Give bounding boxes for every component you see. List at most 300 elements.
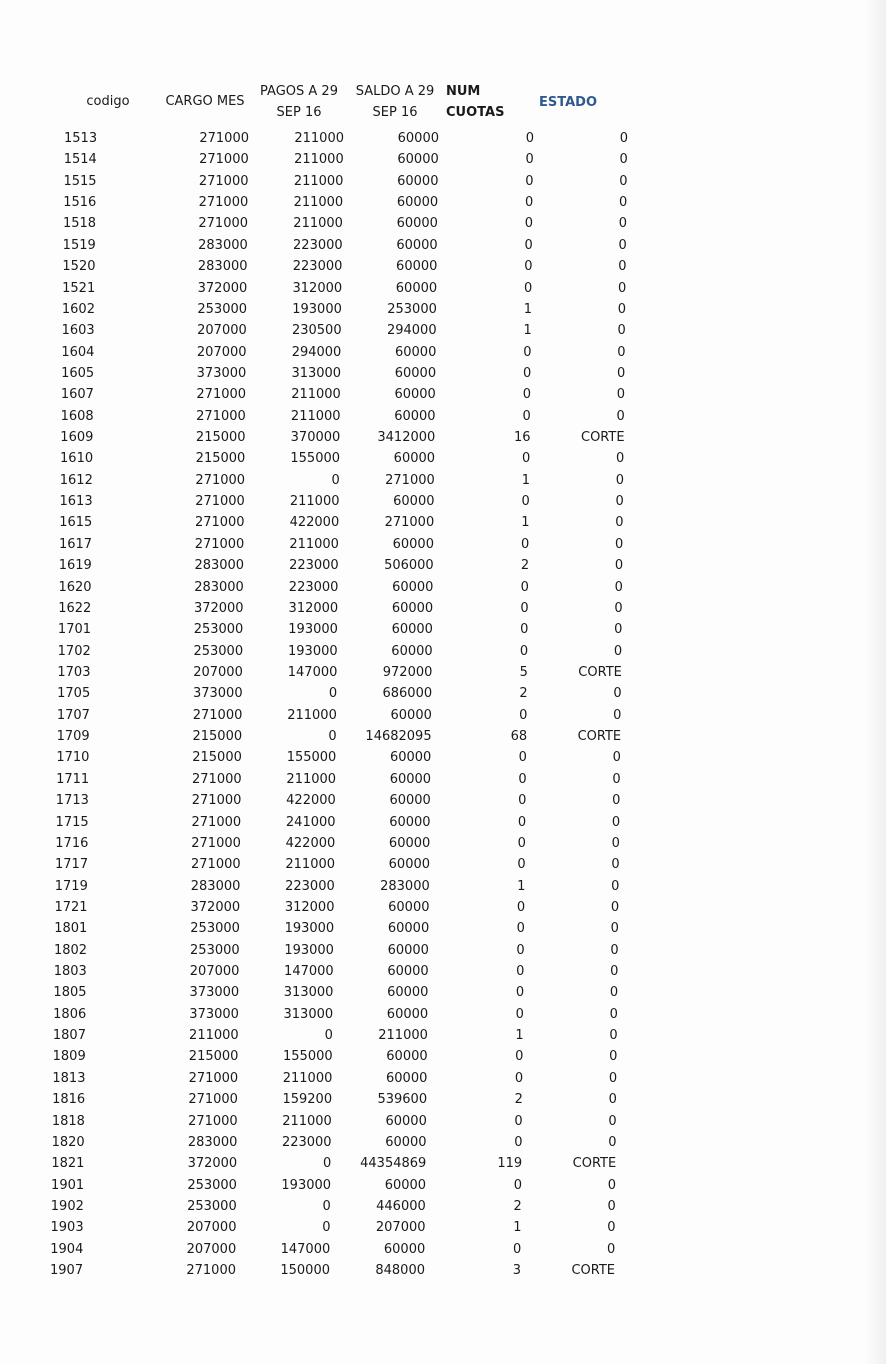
table-row [0,747,886,768]
saldo-cell: 271000 [385,472,435,488]
cargo-mes-cell: 373000 [196,365,247,381]
codigo-cell: 1713 [55,793,89,809]
estado-cell: 0 [619,131,628,146]
num-cuotas-cell: 0 [519,707,528,723]
codigo-cell: 1802 [53,942,88,958]
cargo-mes-cell: 271000 [195,494,245,510]
estado-cell: 0 [607,1177,616,1193]
header-saldo-line2: SEP 16 [372,105,418,120]
saldo-cell: 3412000 [377,430,436,446]
num-cuotas-cell: 0 [520,600,529,616]
table-row [0,812,886,833]
saldo-cell: 60000 [386,1006,429,1022]
saldo-cell: 207000 [375,1220,426,1236]
table-row [0,448,886,469]
pagos-cell: 422000 [285,835,336,851]
estado-cell: 0 [618,195,628,211]
saldo-cell: 60000 [397,131,439,146]
pagos-cell: 223000 [288,579,339,595]
cargo-mes-cell: 271000 [192,771,242,787]
saldo-cell: 60000 [394,408,436,424]
cargo-mes-cell: 271000 [186,1263,236,1279]
num-cuotas-cell: 0 [524,216,534,232]
table-row [0,619,886,640]
codigo-cell: 1904 [50,1241,84,1257]
pagos-cell: 147000 [284,964,334,980]
codigo-cell: 1716 [55,835,89,851]
estado-cell: 0 [613,643,623,659]
estado-cell: 0 [615,472,625,488]
num-cuotas-cell: 1 [523,323,532,339]
pagos-cell: 370000 [290,430,341,446]
cargo-mes-cell: 271000 [194,536,245,552]
estado-cell: 0 [618,216,628,232]
cargo-mes-cell: 372000 [190,899,241,915]
cargo-mes-cell: 373000 [192,686,243,702]
num-cuotas-cell: 0 [522,408,531,424]
pagos-cell: 211000 [289,536,339,552]
pagos-cell: 155000 [286,750,337,766]
estado-cell: 0 [617,301,627,317]
estado-cell: 0 [619,173,628,189]
table-row [0,705,886,726]
table-row [0,171,886,192]
table-row [0,961,886,982]
num-cuotas-cell: 0 [512,1241,522,1257]
table-row [0,833,886,854]
num-cuotas-cell: 1 [523,301,533,317]
num-cuotas-cell: 2 [520,558,530,574]
num-cuotas-cell: 1 [517,878,526,894]
codigo-cell: 1717 [55,857,89,873]
saldo-cell: 271000 [384,515,435,531]
codigo-cell: 1602 [61,301,95,317]
header-saldo-line1: SALDO A 29 [355,84,435,99]
pagos-cell: 0 [331,472,340,488]
table-row [0,1089,886,1110]
table-row [0,192,886,213]
codigo-cell: 1610 [60,451,94,467]
cargo-mes-cell: 283000 [194,558,245,574]
num-cuotas-cell: 0 [514,1134,523,1150]
table-row [0,427,886,448]
pagos-cell: 230500 [291,323,342,339]
pagos-cell: 294000 [291,344,342,360]
cargo-mes-cell: 253000 [193,643,244,659]
cargo-mes-cell: 215000 [188,1049,239,1065]
estado-cell: 0 [609,985,619,1001]
saldo-cell: 446000 [376,1198,426,1214]
saldo-cell: 60000 [390,707,432,723]
num-cuotas-cell: 0 [517,814,527,830]
table-row [0,1132,886,1153]
cargo-mes-cell: 215000 [195,451,246,467]
pagos-cell: 0 [322,1198,331,1214]
estado-cell: 0 [615,536,624,552]
estado-cell: 0 [614,558,624,574]
estado-cell: 0 [618,237,627,253]
estado-cell: 0 [607,1198,616,1214]
cargo-mes-cell: 271000 [191,857,241,873]
codigo-cell: 1603 [61,323,95,339]
codigo-cell: 1707 [56,707,90,723]
table-row [0,769,886,790]
table-row [0,1111,886,1132]
pagos-cell: 211000 [285,857,336,873]
codigo-cell: 1901 [51,1177,85,1193]
saldo-cell: 253000 [387,301,437,317]
table-row [0,598,886,619]
saldo-cell: 60000 [395,280,438,296]
table-row [0,790,886,811]
pagos-cell: 211000 [291,387,341,403]
table-row [0,363,886,384]
saldo-cell: 686000 [382,686,433,702]
cargo-mes-cell: 271000 [191,793,242,809]
estado-cell: 0 [607,1220,616,1236]
saldo-cell: 60000 [393,494,435,510]
pagos-cell: 313000 [283,1006,334,1022]
table-row [0,470,886,491]
saldo-cell: 60000 [387,985,429,1001]
cargo-mes-cell: 372000 [193,600,244,616]
num-cuotas-cell: 5 [519,664,528,680]
estado-cell: 0 [614,600,623,616]
saldo-cell: 211000 [378,1028,428,1044]
pagos-cell: 313000 [283,985,334,1001]
cargo-mes-cell: 253000 [190,942,240,958]
cargo-mes-cell: 253000 [190,921,240,937]
num-cuotas-cell: 0 [515,985,525,1001]
codigo-cell: 1813 [52,1070,86,1086]
cargo-mes-cell: 271000 [191,814,242,830]
table-row [0,726,886,747]
estado-cell: 0 [612,793,621,809]
pagos-cell: 211000 [294,152,344,168]
num-cuotas-cell: 0 [514,1113,523,1129]
codigo-cell: 1615 [59,515,93,531]
cargo-mes-cell: 373000 [189,985,240,1001]
cargo-mes-cell: 271000 [192,707,243,723]
estado-cell: 0 [612,750,621,766]
num-cuotas-cell: 16 [514,430,531,446]
codigo-cell: 1518 [62,216,97,232]
estado-cell: 0 [610,921,619,937]
saldo-cell: 60000 [385,1113,427,1129]
pagos-cell: 422000 [289,515,340,531]
estado-cell: 0 [612,771,621,787]
table-row [0,662,886,683]
estado-cell: 0 [611,878,620,894]
estado-cell: 0 [619,152,628,168]
estado-cell: 0 [616,451,625,467]
saldo-cell: 60000 [385,1134,427,1150]
codigo-cell: 1821 [51,1156,85,1172]
saldo-cell: 14682095 [365,729,432,745]
table-row [0,854,886,875]
table-row [0,406,886,427]
cargo-mes-cell: 271000 [195,472,246,488]
codigo-cell: 1701 [57,622,92,638]
estado-cell: 0 [608,1134,617,1150]
table-row [0,940,886,961]
codigo-cell: 1702 [57,643,91,659]
table-row [0,1196,886,1217]
estado-cell: 0 [608,1113,617,1129]
num-cuotas-cell: 68 [510,729,528,745]
cargo-mes-cell: 271000 [198,173,249,189]
num-cuotas-cell: 0 [520,622,529,638]
saldo-cell: 60000 [392,579,434,595]
codigo-cell: 1617 [58,536,93,552]
cargo-mes-cell: 373000 [189,1006,239,1022]
pagos-cell: 193000 [288,622,338,638]
num-cuotas-cell: 0 [513,1177,522,1193]
cargo-mes-cell: 283000 [194,579,244,595]
cargo-mes-cell: 215000 [192,729,243,745]
codigo-cell: 1801 [54,921,88,937]
cargo-mes-cell: 283000 [190,878,241,894]
pagos-cell: 211000 [289,494,340,510]
saldo-cell: 60000 [396,216,438,232]
table-row [0,491,886,512]
pagos-cell: 312000 [284,899,335,915]
codigo-cell: 1620 [58,579,92,595]
num-cuotas-cell: 1 [515,1028,524,1044]
estado-cell: 0 [617,323,626,339]
num-cuotas-cell: 0 [515,1006,524,1022]
num-cuotas-cell: 1 [521,472,531,488]
table-row [0,577,886,598]
cargo-mes-cell: 283000 [187,1134,238,1150]
cargo-mes-cell: 271000 [198,195,249,211]
codigo-cell: 1619 [58,558,92,574]
estado-cell: 0 [606,1241,616,1257]
estado-cell: CORTE [572,1156,617,1172]
codigo-cell: 1806 [53,1006,87,1022]
pagos-cell: 211000 [293,195,344,211]
codigo-cell: 1715 [55,814,89,830]
codigo-cell: 1809 [52,1049,86,1065]
codigo-cell: 1803 [53,964,87,980]
num-cuotas-cell: 0 [525,131,534,146]
num-cuotas-cell: 0 [524,195,534,211]
num-cuotas-cell: 0 [523,365,532,381]
num-cuotas-cell: 0 [516,942,525,958]
codigo-cell: 1719 [54,878,88,894]
estado-cell: CORTE [577,729,622,745]
pagos-cell: 211000 [282,1113,332,1129]
saldo-cell: 60000 [391,600,434,616]
saldo-cell: 60000 [386,1049,428,1065]
pagos-cell: 422000 [286,793,336,809]
codigo-cell: 1607 [60,387,94,403]
pagos-cell: 211000 [282,1070,333,1086]
estado-cell: 0 [610,964,619,980]
codigo-cell: 1516 [63,195,97,211]
codigo-cell: 1622 [58,600,92,616]
estado-cell: 0 [614,622,623,638]
estado-cell: 0 [617,365,626,381]
cargo-mes-cell: 271000 [188,1070,239,1086]
cargo-mes-cell: 271000 [194,515,245,531]
estado-cell: 0 [608,1092,617,1108]
saldo-cell: 60000 [389,750,432,766]
saldo-cell: 60000 [383,1241,426,1257]
cargo-mes-cell: 253000 [197,301,248,317]
saldo-cell: 60000 [388,857,431,873]
codigo-cell: 1907 [50,1263,84,1279]
cargo-mes-cell: 207000 [193,664,243,680]
saldo-cell: 60000 [397,152,439,168]
pagos-cell: 0 [324,1028,333,1044]
table-row [0,641,886,662]
cargo-mes-cell: 207000 [197,323,247,339]
saldo-cell: 283000 [380,878,430,894]
num-cuotas-cell: 0 [515,1049,524,1065]
pagos-cell: 193000 [292,301,342,317]
saldo-cell: 60000 [387,964,429,980]
header-pagos [254,81,344,123]
estado-cell: 0 [611,814,621,830]
codigo-cell: 1709 [56,729,90,745]
saldo-cell: 60000 [386,1070,428,1086]
num-cuotas-cell: 0 [518,750,527,766]
table-row [0,897,886,918]
pagos-cell: 0 [323,1156,332,1172]
cargo-mes-cell: 271000 [198,216,249,232]
num-cuotas-cell: 0 [516,899,526,915]
estado-cell: 0 [609,1006,618,1022]
data-table [0,128,886,1281]
estado-cell: 0 [615,494,624,510]
num-cuotas-cell: 0 [524,237,533,253]
pagos-cell: 150000 [280,1263,330,1279]
pagos-cell: 147000 [280,1241,331,1257]
pagos-cell: 223000 [289,558,339,574]
estado-cell: 0 [610,899,620,915]
saldo-cell: 60000 [394,365,437,381]
cargo-mes-cell: 253000 [193,622,244,638]
cargo-mes-cell: 372000 [187,1156,238,1172]
codigo-cell: 1605 [61,365,95,381]
saldo-cell: 506000 [384,558,434,574]
num-cuotas-cell: 0 [525,173,534,189]
cargo-mes-cell: 207000 [186,1241,237,1257]
estado-cell: 0 [611,857,620,873]
codigo-cell: 1515 [63,173,97,189]
saldo-cell: 60000 [394,387,436,403]
table-row [0,1175,886,1196]
table-row [0,342,886,363]
codigo-cell: 1513 [64,131,98,146]
cargo-mes-cell: 271000 [199,131,249,146]
saldo-cell: 60000 [394,344,437,360]
num-cuotas-cell: 0 [518,771,527,787]
codigo-cell: 1711 [56,771,90,787]
header-saldo [350,81,440,123]
cargo-mes-cell: 215000 [195,430,246,446]
num-cuotas-cell: 0 [521,494,530,510]
num-cuotas-cell: 0 [517,835,526,851]
estado-cell: 0 [608,1070,618,1086]
saldo-cell: 60000 [396,195,439,211]
saldo-cell: 60000 [389,814,431,830]
saldo-cell: 44354869 [360,1156,427,1172]
table-row [0,918,886,939]
codigo-cell: 1903 [50,1220,84,1236]
num-cuotas-cell: 2 [513,1198,522,1214]
pagos-cell: 155000 [290,451,341,467]
table-row [0,320,886,341]
num-cuotas-cell: 0 [524,280,533,296]
table-row [0,1068,886,1089]
table-row [0,683,886,704]
estado-cell: 0 [614,579,623,595]
pagos-cell: 312000 [288,600,339,616]
pagos-cell: 223000 [281,1134,332,1150]
pagos-cell: 159200 [282,1092,333,1108]
codigo-cell: 1705 [57,686,91,702]
codigo-cell: 1805 [53,985,87,1001]
num-cuotas-cell: 0 [520,579,529,595]
num-cuotas-cell: 0 [516,964,525,980]
pagos-cell: 0 [328,729,337,745]
num-cuotas-cell: 0 [522,451,531,467]
pagos-cell: 193000 [288,643,338,659]
cargo-mes-cell: 215000 [192,750,242,766]
pagos-cell: 0 [322,1220,331,1236]
estado-cell: 0 [613,707,622,723]
codigo-cell: 1521 [62,280,96,296]
pagos-cell: 193000 [281,1177,332,1193]
header-pagos-line1: PAGOS A 29 [260,84,338,99]
saldo-cell: 60000 [389,793,431,809]
table-row [0,256,886,277]
cargo-mes-cell: 211000 [189,1028,239,1044]
num-cuotas-cell: 1 [513,1220,522,1236]
codigo-cell: 1807 [52,1028,86,1044]
table-row [0,1217,886,1238]
saldo-cell: 60000 [389,771,432,787]
num-cuotas-cell: 0 [514,1070,524,1086]
codigo-cell: 1520 [62,259,96,275]
saldo-cell: 60000 [388,899,430,915]
table-row [0,128,886,149]
estado-cell: 0 [616,408,625,424]
estado-cell: 0 [611,835,620,851]
codigo-cell: 1609 [60,430,94,446]
cargo-mes-cell: 253000 [187,1177,237,1193]
estado-cell: CORTE [578,664,622,680]
cargo-mes-cell: 271000 [188,1092,238,1108]
header-pagos-line2: SEP 16 [276,105,322,120]
table-row [0,149,886,170]
saldo-cell: 972000 [382,664,433,680]
table-row [0,384,886,405]
saldo-cell: 60000 [397,173,439,189]
codigo-cell: 1604 [61,344,95,360]
num-cuotas-cell: 0 [525,152,534,168]
pagos-cell: 147000 [287,664,338,680]
cargo-mes-cell: 207000 [196,344,247,360]
num-cuotas-cell: 0 [516,921,525,937]
header-cuotas-line2: CUOTAS [446,105,505,120]
saldo-cell: 294000 [386,323,437,339]
pagos-cell: 312000 [292,280,343,296]
cargo-mes-cell: 207000 [189,964,240,980]
num-cuotas-cell: 0 [517,857,526,873]
